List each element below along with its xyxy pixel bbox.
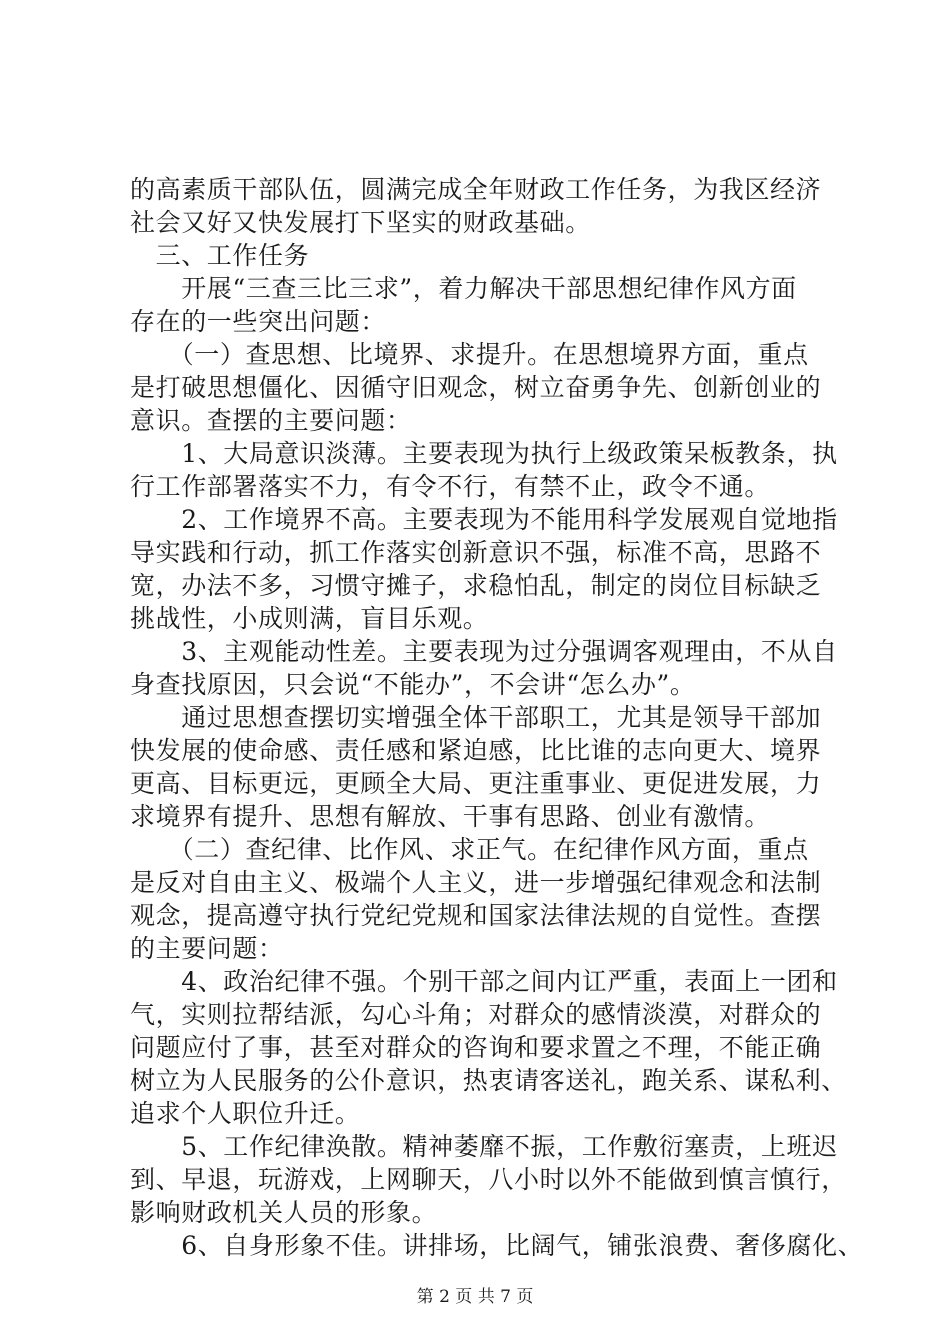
text-line: 问题应付了事，甚至对群众的咨询和要求置之不理，不能正确 bbox=[130, 1033, 822, 1062]
text-line: 开展“三查三比三求”，着力解决干部思想纪律作风方面 bbox=[130, 274, 797, 303]
list-item: 1、大局意识淡薄。主要表现为执行上级政策呆板教条，执 bbox=[130, 439, 838, 468]
list-item: 6、自身形象不佳。讲排场，比阔气，铺张浪费、奢侈腐化、 bbox=[130, 1231, 864, 1260]
text-line: 是打破思想僵化、因循守旧观念，树立奋勇争先、创新创业的 bbox=[130, 373, 822, 402]
text-line: 导实践和行动，抓工作落实创新意识不强，标准不高，思路不 bbox=[130, 538, 822, 567]
text-line: 是反对自由主义、极端个人主义，进一步增强纪律观念和法制 bbox=[130, 868, 822, 897]
text-line: 影响财政机关人员的形象。 bbox=[130, 1198, 438, 1227]
text-line: 通过思想查摆切实增强全体干部职工，尤其是领导干部加 bbox=[130, 703, 822, 732]
text-line: 的主要问题： bbox=[130, 934, 284, 963]
subsection-heading: （二）查纪律、比作风、求正气。在纪律作风方面，重点 bbox=[130, 835, 809, 864]
page-number-footer: 第 2 页 共 7 页 bbox=[416, 1287, 534, 1307]
text-line: 到、早退，玩游戏，上网聊天，八小时以外不能做到慎言慎行， bbox=[130, 1165, 847, 1194]
text-line: 身查找原因，只会说“不能办”，不会讲“怎么办”。 bbox=[130, 670, 696, 699]
text-line: 的高素质干部队伍，圆满完成全年财政工作任务，为我区经济 bbox=[130, 175, 822, 204]
text-line: 挑战性，小成则满，盲目乐观。 bbox=[130, 604, 489, 633]
text-line: 更高、目标更远，更顾全大局、更注重事业、更促进发展，力 bbox=[130, 769, 822, 798]
list-item: 3、主观能动性差。主要表现为过分强调客观理由，不从自 bbox=[130, 637, 838, 666]
text-line: 行工作部署落实不力，有令不行，有禁不止，政令不通。 bbox=[130, 472, 771, 501]
list-item: 4、政治纪律不强。个别干部之间内讧严重，表面上一团和 bbox=[130, 967, 838, 996]
list-item: 2、工作境界不高。主要表现为不能用科学发展观自觉地指 bbox=[130, 505, 838, 534]
subsection-heading: （一）查思想、比境界、求提升。在思想境界方面，重点 bbox=[130, 340, 809, 369]
section-heading: 三、工作任务 bbox=[130, 241, 310, 270]
text-line: 树立为人民服务的公仆意识，热衷请客送礼，跑关系、谋私利、 bbox=[130, 1066, 847, 1095]
text-line: 存在的一些突出问题： bbox=[130, 307, 387, 336]
text-line: 气，实则拉帮结派，勾心斗角；对群众的感情淡漠，对群众的 bbox=[130, 1000, 822, 1029]
text-line: 追求个人职位升迁。 bbox=[130, 1099, 361, 1128]
text-line: 宽，办法不多，习惯守摊子，求稳怕乱，制定的岗位目标缺乏 bbox=[130, 571, 822, 600]
text-line: 观念，提高遵守执行党纪党规和国家法律法规的自觉性。查摆 bbox=[130, 901, 822, 930]
text-line: 快发展的使命感、责任感和紧迫感，比比谁的志向更大、境界 bbox=[130, 736, 822, 765]
text-line: 社会又好又快发展打下坚实的财政基础。 bbox=[130, 208, 591, 237]
text-line: 求境界有提升、思想有解放、干事有思路、创业有激情。 bbox=[130, 802, 771, 831]
text-line: 意识。查摆的主要问题： bbox=[130, 406, 412, 435]
list-item: 5、工作纪律涣散。精神萎靡不振，工作敷衍塞责，上班迟 bbox=[130, 1132, 838, 1161]
